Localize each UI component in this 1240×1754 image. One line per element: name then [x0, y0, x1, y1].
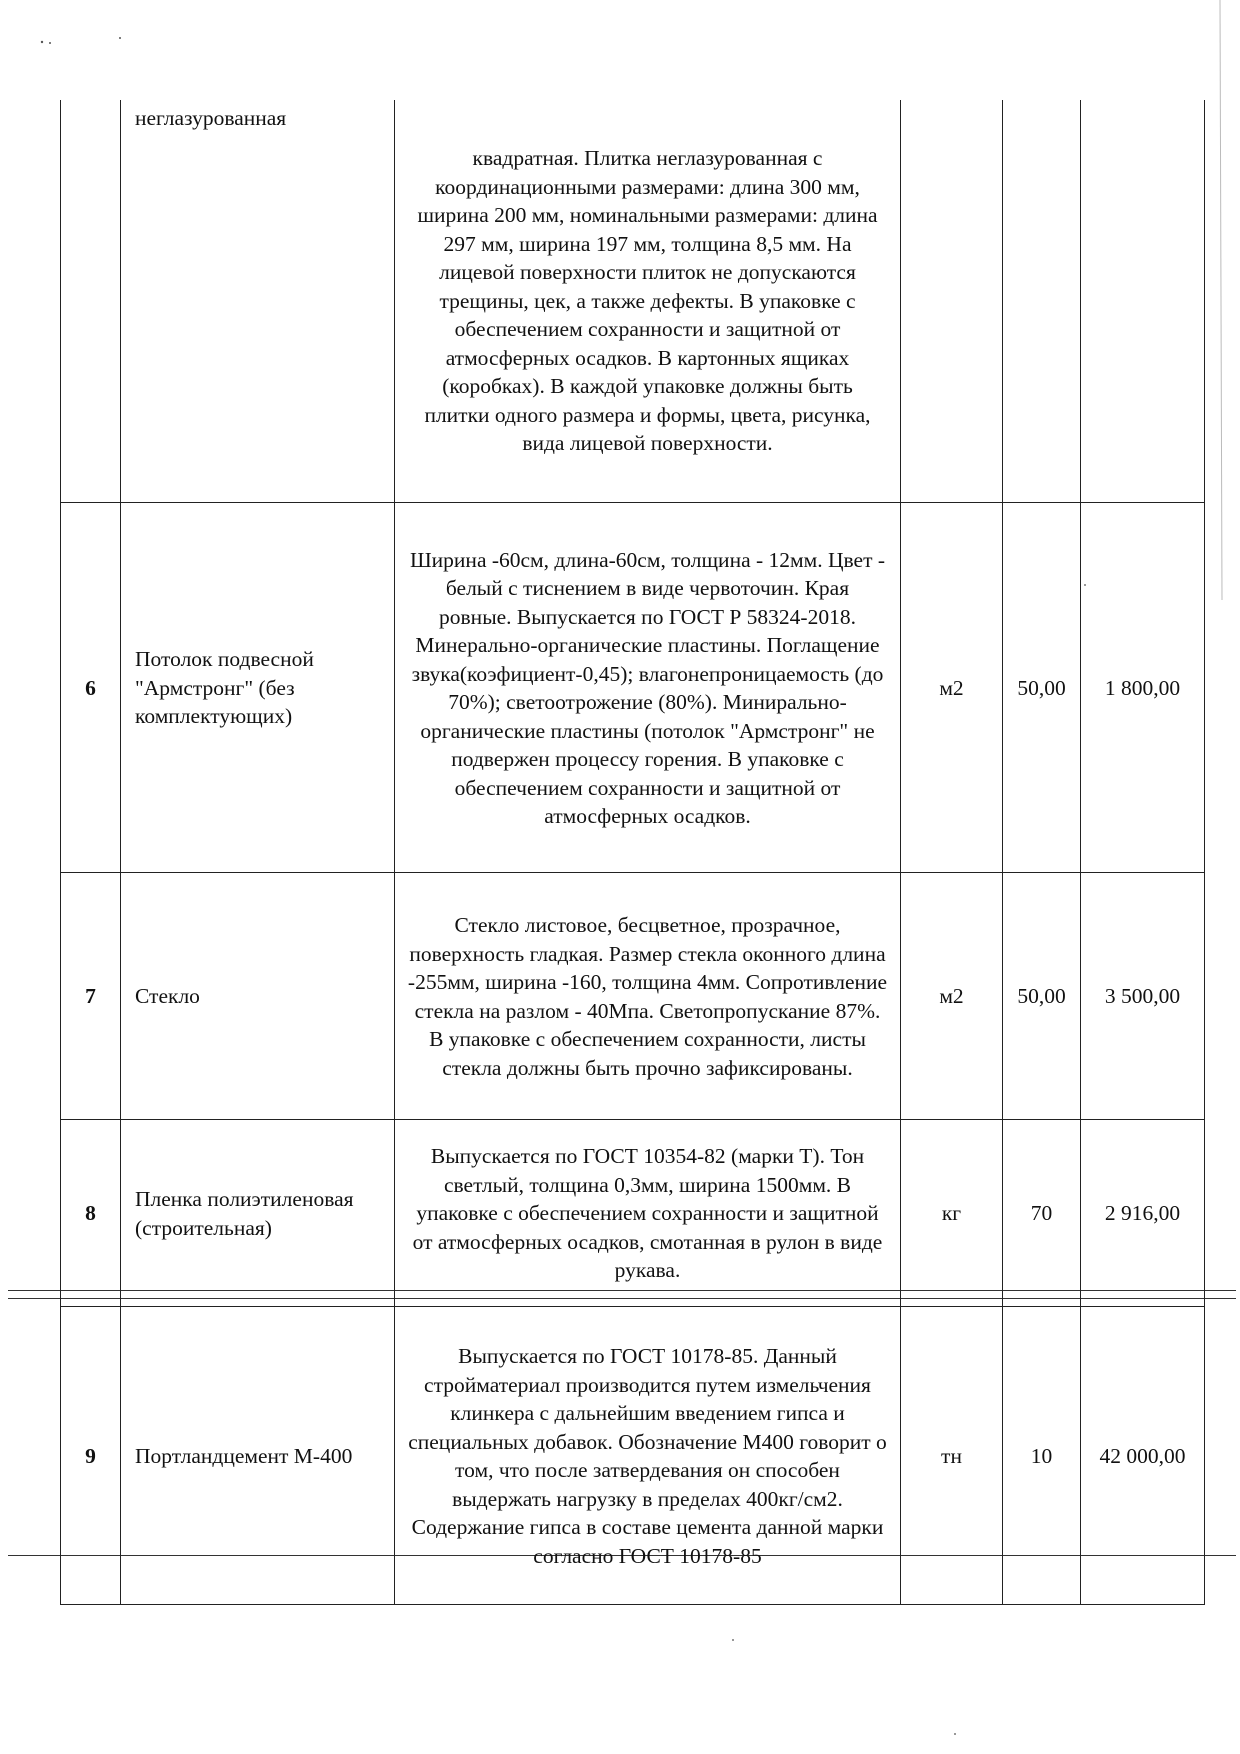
- table-row: [60, 1119, 1205, 1307]
- materials-table: [60, 100, 1205, 1604]
- item-description: Ширина -60см, длина-60см, толщина - 12мм. Цвет - белый с тиснением в виде червоточин. Края ровные. Выпускается по ГОСТ Р 58324-2018. Минерально-органические пластины. Поглащение звука(коэфициент-0,45); влагонепроницаемость (до 70%); светоотрожение (80%). Минирально-органические пластины (потолок "Армстронг" не подвержен процессу горения. В упаковке с обеспечением сохранности и защитной от атмосферных осадков.: [395, 503, 901, 873]
- item-unit: тн: [901, 1307, 1003, 1605]
- item-price: 3 500,00: [1081, 873, 1205, 1120]
- item-name: Портландцемент М-400: [121, 1307, 395, 1605]
- item-price: 1 800,00: [1081, 503, 1205, 873]
- item-name: Пленка полиэтиленовая (строительная): [121, 1120, 395, 1307]
- item-quantity: 10: [1003, 1307, 1081, 1605]
- item-quantity: 50,00: [1003, 503, 1081, 873]
- item-description: квадратная. Плитка неглазурованная с координационными размерами: длина 300 мм, ширина 200 мм, номинальными размерами: длина 297 мм, ширина 197 мм, толщина 8,5 мм. На лицевой поверхности плиток не допускаются трещины, цек, а также дефекты. В упаковке с обеспечением сохранности и защитной от атмосферных осадков. В картонных ящиках (коробках). В каждой упаковке должны быть плитки одного размера и формы, цвета, рисунка, вида лицевой поверхности.: [395, 100, 901, 502]
- table-bottom-border: [60, 1604, 1205, 1605]
- table-row: [60, 502, 1205, 873]
- item-unit: м2: [901, 873, 1003, 1120]
- item-name: неглазурованная: [121, 100, 395, 502]
- item-description: Стекло листовое, бесцветное, прозрачное, поверхность гладкая. Размер стекла оконного длина -255мм, ширина -160, толщина 4мм. Сопротивление стекла на разлом - 40Мпа. Светопропускание 87%. В упаковке с обеспечением сохранности, листы стекла должны быть прочно зафиксированы.: [395, 873, 901, 1120]
- item-unit: м2: [901, 503, 1003, 873]
- item-description: Выпускается по ГОСТ 10178-85. Данный стройматериал производится путем измельчения клинкера с дальнейшим введением гипса и специальных добавок. Обозначение М400 говорит о том, что после затвердевания он способен выдержать нагрузку в пределах 400кг/см2. Содержание гипса в составе цемента данной марки согласно ГОСТ 10178-85: [395, 1307, 901, 1605]
- item-quantity: 70: [1003, 1120, 1081, 1307]
- table-row: [60, 1306, 1205, 1605]
- row-number: 6: [60, 503, 121, 873]
- item-price: 2 916,00: [1081, 1120, 1205, 1307]
- row-number: 9: [60, 1307, 121, 1605]
- item-quantity: [1003, 100, 1081, 502]
- item-price: [1081, 100, 1205, 502]
- row-number: 7: [60, 873, 121, 1120]
- row-number: [60, 100, 121, 502]
- item-name: Стекло: [121, 873, 395, 1120]
- item-description: Выпускается по ГОСТ 10354-82 (марки Т). Тон светлый, толщина 0,3мм, ширина 1500мм. В упаковке с обеспечением сохранности и защитной от атмосферных осадков, смотанная в рулон в виде рукава.: [395, 1120, 901, 1307]
- item-name: Потолок подвесной "Армстронг" (без комплектующих): [121, 503, 395, 873]
- table-row: [60, 872, 1205, 1120]
- item-quantity: 50,00: [1003, 873, 1081, 1120]
- item-price: 42 000,00: [1081, 1307, 1205, 1605]
- item-unit: кг: [901, 1120, 1003, 1307]
- row-number: 8: [60, 1120, 121, 1307]
- item-unit: [901, 100, 1003, 502]
- table-row: [60, 100, 1205, 502]
